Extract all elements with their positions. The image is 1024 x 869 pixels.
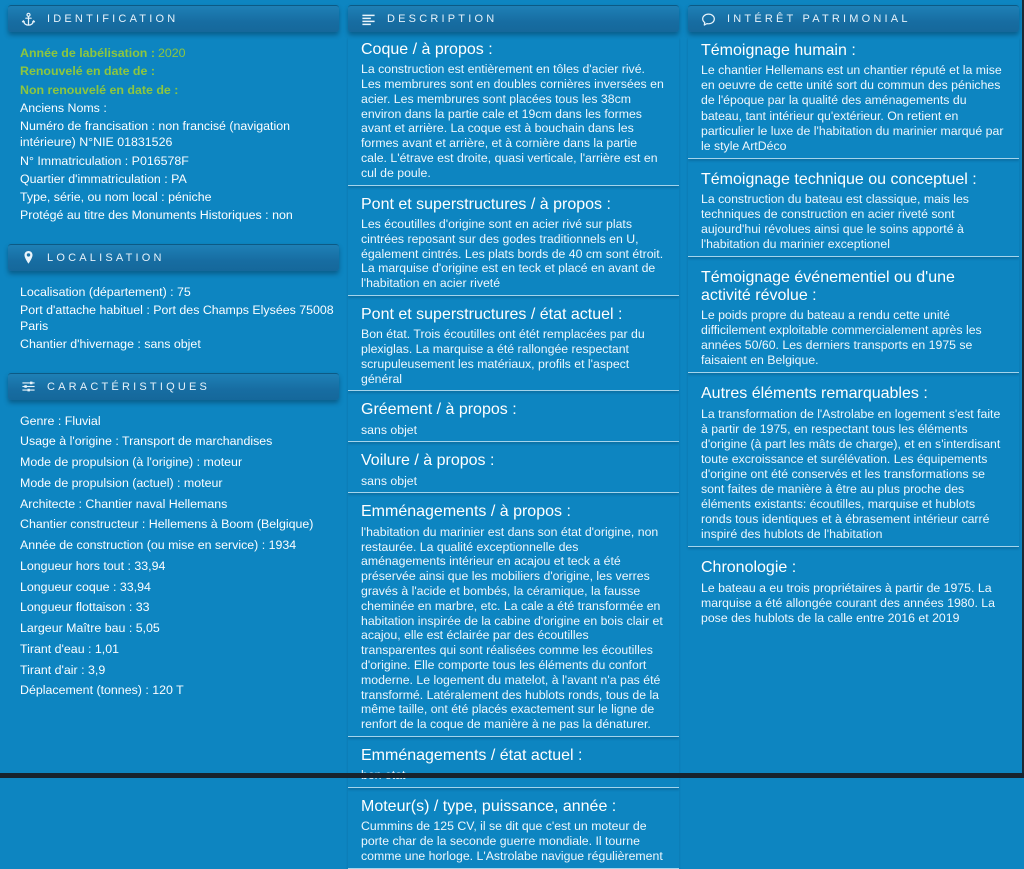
caracteristique-field: Mode de propulsion (à l'origine) : moteur <box>20 455 243 469</box>
caracteristique-field: Tirant d'air : 3,9 <box>20 662 106 677</box>
section-body: Cummins de 125 CV, il se dit que c'est un moteur de porte char de la seconde guerre mondiale. Il tourne comme une horloge. L'Astrolabe navigue régulièrement <box>361 819 663 863</box>
section-body: Le poids propre du bateau a rendu cette unité difficilement exploitable commercialement après les années 50/60. Les derniers transports en 1975 se faisaient en Belgique. <box>701 308 982 368</box>
caracteristique-field: Largeur Maître bau : 5,05 <box>20 621 160 635</box>
comment-icon <box>701 12 716 27</box>
localisation-header[interactable] <box>8 244 339 271</box>
section-heading: Chronologie : <box>701 559 797 577</box>
identification-field: N° Immatriculation : P016578F <box>20 153 189 168</box>
bottom-edge-border <box>0 773 1024 778</box>
patrimonial-header[interactable] <box>688 5 1019 32</box>
description-card <box>348 37 679 869</box>
patrimonial-title: INTÉRÊT PATRIMONIAL <box>727 13 911 25</box>
section-heading: Emménagements / état actuel : <box>361 746 583 764</box>
section-heading: Pont et superstructures / état actuel : <box>361 305 623 323</box>
description-section <box>348 296 679 391</box>
caracteristiques-header[interactable] <box>8 373 339 400</box>
patrimonial-section <box>688 37 1019 159</box>
localisation-field: Localisation (département) : 75 <box>20 284 191 299</box>
section-body: La transformation de l'Astrolabe en logement s'est faite à partir de 1975, en respectant tous les éléments d'origine (à part les mâts de charge), et en s'interdisant toute excroissance et surélévation. Les équipements d'origine ont été conservés et les transformations se sont faites de manière à être au plus proche des éléments existants: écoutilles, marquise et hublots ronds tous identiques et à ébrasement intérieur carré inspiré des hublots de l'habitation <box>701 406 1001 542</box>
section-heading: Témoignage technique ou conceptuel : <box>701 170 977 188</box>
section-body: La construction du bateau est classique, mais les techniques de construction en acier riveté sont aujourd'hui révolues ainsi que le soins apporté à l'habitation du marinier exceptionel <box>701 192 969 252</box>
patrimonial-section <box>688 257 1019 373</box>
description-section <box>348 788 679 869</box>
description-header[interactable] <box>348 5 679 32</box>
patrimonial-section <box>688 373 1019 547</box>
description-title: DESCRIPTION <box>387 13 498 25</box>
section-heading: Gréement / à propos : <box>361 401 517 419</box>
identification-field: Anciens Noms : <box>20 100 107 115</box>
caracteristique-field: Genre : Fluvial <box>20 413 101 428</box>
description-column <box>348 5 679 869</box>
caracteristique-field: Déplacement (tonnes) : 120 T <box>20 683 184 698</box>
description-section <box>348 442 679 493</box>
caracteristique-field: Architecte : Chantier naval Hellemans <box>20 496 228 511</box>
field-label: Année de labélisation : <box>20 46 155 60</box>
map-pin-icon <box>21 250 36 265</box>
section-body: Les écoutilles d'origine sont en acier rivé sur plats cintrées reposant sur des godes traditionnels en U, également cintrés. Les plats bords de 40 cm sont étroit. La marquise d'origine est en teck et placé en avant de l'habitation en acier riveté <box>361 216 664 291</box>
identification-title: IDENTIFICATION <box>47 13 179 25</box>
list-icon <box>361 12 376 27</box>
anchor-icon <box>21 12 36 27</box>
caracteristiques-title: CARACTÉRISTIQUES <box>47 380 211 393</box>
section-body: Bon état. Trois écoutilles ont étét remplacées par du plexiglas. La marquise a été rallongée respectant scrupuleusement les matériaux, profils et l'aspect général <box>361 327 645 386</box>
section-heading: Moteur(s) / type, puissance, année : <box>361 797 617 815</box>
identification-field: Type, série, ou nom local : péniche <box>20 190 212 204</box>
section-heading: Voilure / à propos : <box>361 452 495 470</box>
localisation-field: Port d'attache habituel : Port des Champs Elysées 75008 Paris <box>20 302 334 333</box>
section-heading: Témoignage événementiel ou d'une activité révolue : <box>701 269 955 304</box>
field-value: 2020 <box>157 46 186 60</box>
identification-fields <box>8 32 339 235</box>
patrimonial-section <box>688 547 1019 630</box>
field-label: Renouvelé en date de : <box>20 64 155 79</box>
section-body: Le bateau a eu trois propriétaires à partir de 1975. La marquise a été allongée courant des années 1980. La pose des hublots de la calle entre 2016 et 2019 <box>701 580 995 625</box>
identification-field: Numéro de francisation : non francisé (navigation intérieure) N°NIE 01831526 <box>20 119 290 150</box>
description-section <box>348 186 679 296</box>
labeled-date-field <box>20 63 335 79</box>
caracteristique-field: Année de construction (ou mise en service) : 1934 <box>20 538 297 552</box>
caracteristique-field: Tirant d'eau : 1,01 <box>20 641 120 656</box>
identification-field: Quartier d'immatriculation : PA <box>20 171 187 186</box>
section-heading: Emménagements / à propos : <box>361 503 571 521</box>
identification-field: Protégé au titre des Monuments Historiques : non <box>20 208 293 223</box>
localisation-field: Chantier d'hivernage : sans objet <box>20 337 201 352</box>
caracteristique-field: Usage à l'origine : Transport de marchandises <box>20 434 273 449</box>
section-body: Le chantier Hellemans est un chantier réputé et la mise en oeuvre de cette unité sort du commun des péniches de l'époque par la qualité des aménagements du bateau, tant intérieur qu'extérieur. On retient en particulier le luxe de l'habitation du marinier marqué par le style ArtDéco <box>701 63 1004 153</box>
labeled-date-field <box>20 45 335 61</box>
caracteristique-field: Mode de propulsion (actuel) : moteur <box>20 475 223 490</box>
section-body: La construction est entièrement en tôles d'acier rivé. Les membrures sont en doubles cornières inversées en acier. Les membrures sont placées tous les 38cm environ dans la partie cale et 19cm dans les formes avant et arrière. La coque est à bouchain dans les formes avant et arrière, et à cornière dans la partie cale. L'étrave est droite, quasi verticale, l'arrière est en cul de poule. <box>361 62 664 180</box>
caracteristique-field: Longueur coque : 33,94 <box>20 579 151 594</box>
field-label: Non renouvelé en date de : <box>20 82 179 97</box>
description-section <box>348 391 679 442</box>
description-section <box>348 493 679 736</box>
patrimonial-column <box>688 5 1019 630</box>
caracteristique-field: Longueur flottaison : 33 <box>20 600 150 615</box>
identification-column <box>8 5 339 712</box>
section-body: sans objet <box>361 422 418 437</box>
identification-header[interactable] <box>8 5 339 32</box>
section-heading: Autres éléments remarquables : <box>701 385 928 403</box>
section-heading: Coque / à propos : <box>361 41 493 58</box>
sliders-icon <box>21 379 36 394</box>
localisation-title: LOCALISATION <box>47 251 165 264</box>
description-section <box>348 737 679 788</box>
section-body: l'habitation du marinier est dans son état d'origine, non restaurée. La qualité exceptionnelle des aménagements intérieur en acajou et teck a été préservée ainsi que les mobiliers d'origine, les verres gravés à l'acide et bombés, la céramique, la fausse cheminée en marbre, etc. La cale a été transformée en habitation inspirée de la cabine d'origine en bois clair et acajou, elle est éclairée par des écoutilles transparentes qui sont réalisées comme les écoutilles d'origine. Elle comporte tous les éléments du confort moderne. Le logement du matelot, à l'avant n'a pas été transformé. Latéralement des hublots ronds, tous de la même taille, ont été placés exactement sur le ligne de renfort de la coque de manière à ne pas la dénaturer. <box>361 524 663 732</box>
localisation-fields <box>8 271 339 364</box>
patrimonial-card <box>688 37 1019 630</box>
patrimonial-section <box>688 159 1019 258</box>
caracteristique-field: Chantier constructeur : Hellemens à Boom (Belgique) <box>20 517 314 532</box>
section-heading: Témoignage humain : <box>701 42 856 59</box>
labeled-date-field <box>20 82 335 98</box>
caracteristique-field: Longueur hors tout : 33,94 <box>20 558 166 573</box>
description-section <box>348 37 679 186</box>
section-body: sans objet <box>361 473 418 488</box>
section-heading: Pont et superstructures / à propos : <box>361 195 611 213</box>
caracteristiques-fields <box>8 400 339 713</box>
